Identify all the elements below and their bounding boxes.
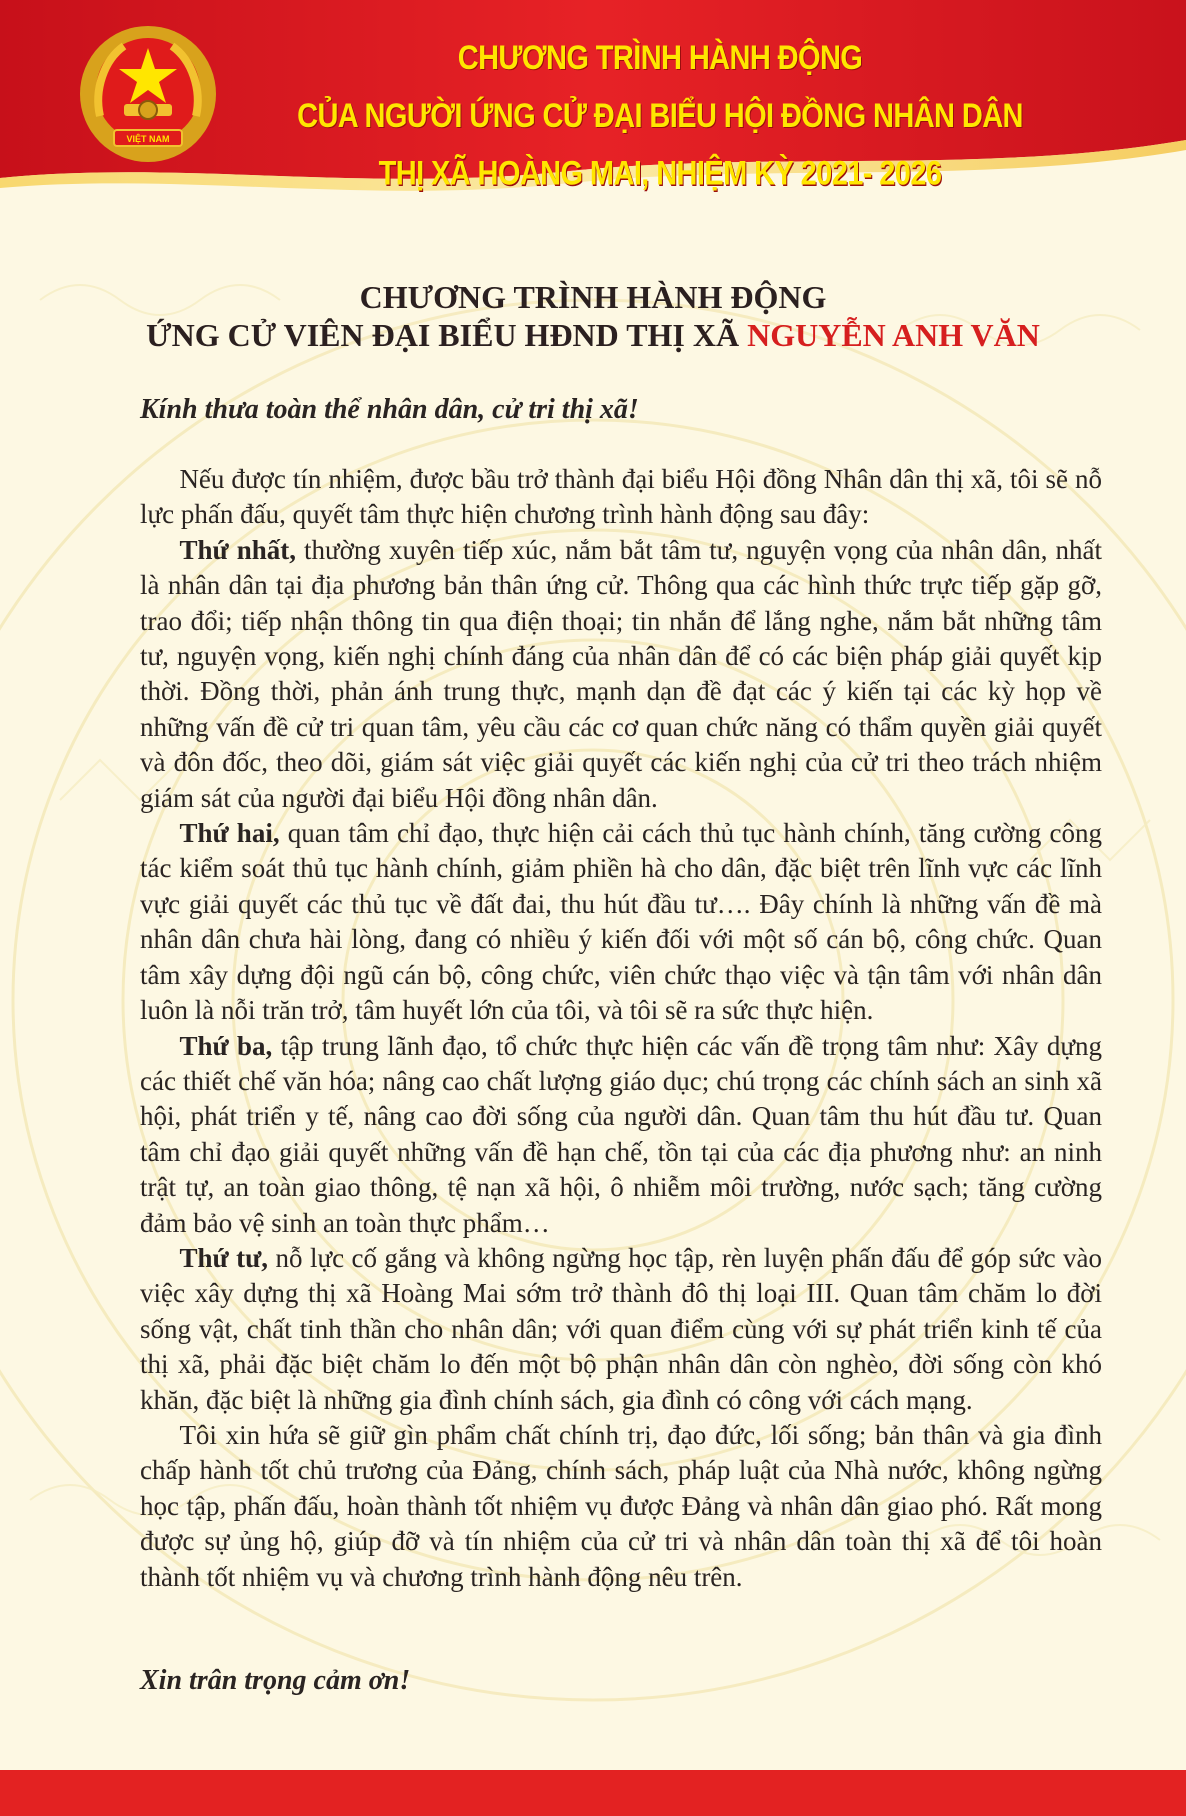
header-title-line-1: CHƯƠNG TRÌNH HÀNH ĐỘNG bbox=[457, 39, 863, 78]
paragraph-third bbox=[140, 1029, 1102, 1241]
document-title-prefix: ỨNG CỬ VIÊN ĐẠI BIỂU HĐND THỊ XÃ bbox=[146, 317, 748, 353]
paragraph-intro: Nếu được tín nhiệm, được bầu trở thành đại biểu Hội đồng Nhân dân thị xã, tôi sẽ nỗ lực phấn đấu, quyết tâm thực hiện chương trình hành động sau đây: bbox=[140, 464, 1102, 530]
paragraph-second-text: quan tâm chỉ đạo, thực hiện cải cách thủ tục hành chính, tăng cường công tác kiểm soát thủ tục hành chính, giảm phiền hà cho dân, đặc biệt trên lĩnh vực các lĩnh vực giải quyết các thủ tục về đất đai, thu hút đầu tư…. Đây chính là những vấn đề mà nhân dân chưa hài lòng, đang có nhiều ý kiến đối với một số cán bộ, công chức. Quan tâm xây dựng đội ngũ cán bộ, công chức, viên chức thạo việc và tận tâm với nhân dân luôn là nỗi trăn trở, tâm huyết lớn của tôi, và tôi sẽ ra sức thực hiện. bbox=[140, 818, 1102, 1026]
paragraph-first-text: thường xuyên tiếp xúc, nắm bắt tâm tư, nguyện vọng của nhân dân, nhất là nhân dân tại địa phương bản thân ứng cử. Thông qua các hình thức trực tiếp gặp gỡ, trao đổi; tiếp nhận thông tin qua điện thoại; tin nhắn để lắng nghe, nắm bắt những tâm tư, nguyện vọng, kiến nghị chính đáng của nhân dân để có các biện pháp giải quyết kịp thời. Đồng thời, phản ánh trung thực, mạnh dạn đề đạt các ý kiến tại các kỳ họp về những vấn đề cử tri quan tâm, yêu cầu các cơ quan chức năng có thẩm quyền giải quyết và đôn đốc, theo dõi, giám sát việc giải quyết các kiến nghị của cử tri theo trách nhiệm giám sát của người đại biểu Hội đồng nhân dân. bbox=[140, 534, 1102, 813]
paragraph-pledge: Tôi xin hứa sẽ giữ gìn phẩm chất chính trị, đạo đức, lối sống; bản thân và gia đình chấp hành tốt chủ trương của Đảng, chính sách, pháp luật của Nhà nước, không ngừng học tập, phấn đấu, hoàn thành tốt nhiệm vụ được Đảng và nhân dân giao phó. Rất mong được sự ủng hộ, giúp đỡ và tín nhiệm của cử tri và nhân dân toàn thị xã để tôi hoàn thành tốt nhiệm vụ và chương trình hành động nêu trên. bbox=[140, 1419, 1102, 1592]
footer-bar bbox=[0, 1770, 1186, 1816]
salutation: Kính thưa toàn thể nhân dân, cử tri thị xã! bbox=[140, 394, 639, 425]
header-title-line-3: THỊ XÃ HOÀNG MAI, NHIỆM KỲ 2021- 2026 bbox=[378, 155, 942, 193]
paragraph-first bbox=[140, 533, 1102, 816]
closing-line: Xin trân trọng cảm ơn! bbox=[140, 1665, 411, 1696]
paragraph-third-lead: Thứ ba, bbox=[179, 1030, 273, 1061]
header-title-line-2: CỦA NGƯỜI ỨNG CỬ ĐẠI BIỂU HỘI ĐỒNG NHÂN DÂN bbox=[297, 97, 1023, 136]
document-title-line-1: CHƯƠNG TRÌNH HÀNH ĐỘNG bbox=[359, 279, 827, 315]
document-title-line-2 bbox=[0, 316, 1186, 354]
paragraph-second bbox=[140, 816, 1102, 1028]
paragraph-second-lead: Thứ hai, bbox=[179, 818, 280, 849]
national-emblem-icon bbox=[74, 20, 222, 168]
document-body bbox=[140, 462, 1102, 1595]
emblem-text: VIỆT NAM bbox=[126, 134, 170, 144]
paragraph-fourth-lead: Thứ tư, bbox=[179, 1242, 269, 1273]
paragraph-first-lead: Thứ nhất, bbox=[179, 534, 296, 565]
document-title bbox=[0, 278, 1186, 354]
paragraph-third-text: tập trung lãnh đạo, tổ chức thực hiện các vấn đề trọng tâm như: Xây dựng các thiết chế văn hóa; nâng cao chất lượng giáo dục; chú trọng các chính sách an sinh xã hội, phát triển y tế, nâng cao đời sống của người dân. Quan tâm thu hút đầu tư. Quan tâm chỉ đạo giải quyết những vấn đề hạn chế, tồn tại của các địa phương như: an ninh trật tự, an toàn giao thông, tệ nạn xã hội, ô nhiễm môi trường, nước sạch; tăng cường đảm bảo vệ sinh an toàn thực phẩm… bbox=[140, 1030, 1102, 1238]
paragraph-fourth-text: nỗ lực cố gắng và không ngừng học tập, rèn luyện phấn đấu để góp sức vào việc xây dựng thị xã Hoàng Mai sớm trở thành đô thị loại III. Quan tâm chăm lo đời sống vật, chất tinh thần cho nhân dân; với quan điểm cùng với sự phát triển kinh tế của thị xã, phải đặc biệt chăm lo đến một bộ phận nhân dân còn nghèo, đời sống còn khó khăn, đặc biệt là những gia đình chính sách, gia đình có công với cách mạng. bbox=[140, 1242, 1103, 1415]
candidate-name: NGUYỄN ANH VĂN bbox=[747, 317, 1040, 353]
paragraph-fourth bbox=[140, 1241, 1102, 1418]
header-title bbox=[240, 30, 1080, 203]
